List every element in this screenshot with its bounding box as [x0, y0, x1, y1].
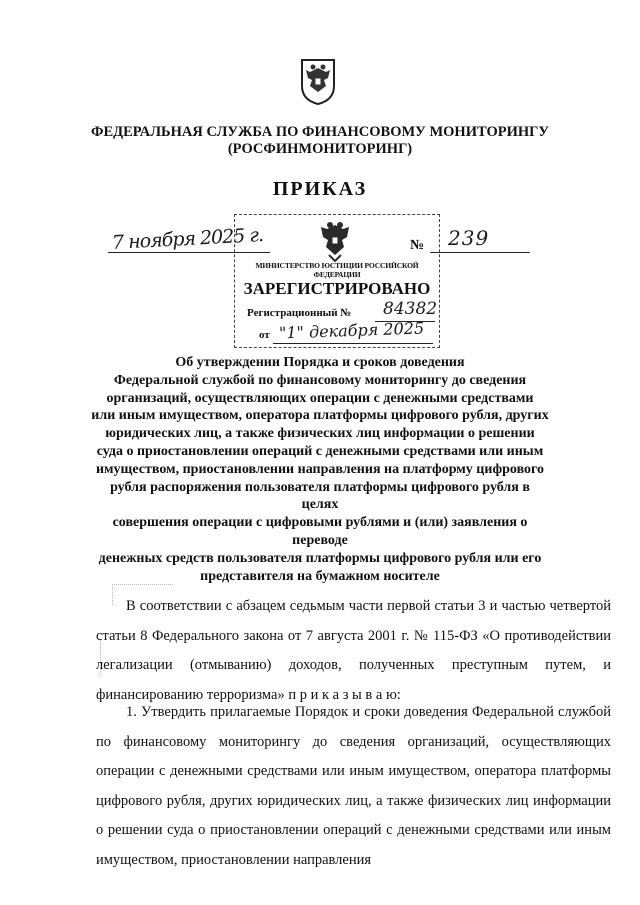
stamp-date-label: от: [259, 329, 270, 341]
title-line: суда о приостановлении операций с денежными средствами или иным: [96, 443, 544, 459]
coat-of-arms-icon: [296, 56, 340, 106]
title-line: представителя на бумажном носителе: [200, 568, 440, 584]
stamp-coat-of-arms-icon: [315, 219, 355, 263]
stamp-reg-number: 84382: [383, 299, 438, 319]
preamble-paragraph: В соответствии с абзацем седьмым части первой статьи 3 и частью четвертой статьи 8 Федерального закона от 7 августа 2001 г. № 115-ФЗ «О противодействии легализации (отмыванию) доходов, полученных преступным путем, и финансированию терроризма» п р и к а з ы в а ю:: [96, 598, 611, 703]
order-number-label: №: [410, 238, 425, 253]
title-line: юридических лиц, а также физических лиц информации о решении: [105, 426, 535, 442]
agency-abbreviation: (РОСФИНМОНИТОРИНГ): [227, 141, 413, 157]
title-line: Федеральной службой по финансовому мониторингу до сведения: [113, 372, 527, 388]
stamp-status: ЗАРЕГИСТРИРОВАНО: [243, 279, 431, 298]
stamp-date-underline: [273, 343, 433, 344]
order-title: [90, 354, 550, 585]
stamp-date-handwritten: "1" декабря 2025: [278, 318, 425, 343]
title-line: имуществом, приостановлении направления на платформу цифрового: [95, 461, 545, 477]
title-line: рубля распоряжения пользователя платформы цифрового рубля в целях: [110, 479, 530, 513]
title-line: совершения операции с цифровыми рублями и (или) заявления о переводе: [112, 515, 528, 548]
agency-name: ФЕДЕРАЛЬНАЯ СЛУЖБА ПО ФИНАНСОВОМУ МОНИТОРИНГУ: [90, 124, 550, 140]
stamp-ministry: МИНИСТЕРСТВО ЮСТИЦИИ РОССИЙСКОЙ ФЕДЕРАЦИИ: [255, 261, 419, 279]
title-line: Об утверждении Порядка и сроков доведения: [175, 355, 465, 370]
number-underline: [430, 252, 530, 253]
clause-1-paragraph: 1. Утвердить прилагаемые Порядок и сроки доведения Федеральной службой по финансовому мониторингу до сведения организаций, осуществляющих операции с денежными средствами или иным имуществом, оператора платформы цифрового рубля, других юридических лиц, а также физических лиц информации о решении суда о приостановлении операций с денежными средствами или иным имуществом, приостановлении направления: [96, 704, 611, 868]
order-number-handwritten: 239: [448, 226, 490, 250]
title-line: или иным имуществом, оператора платформы цифрового рубля, других: [91, 408, 549, 424]
stamp-reg-label: Регистрационный №: [247, 307, 352, 319]
order-date-handwritten: 7 ноября 2025 г.: [111, 224, 264, 254]
title-line: денежных средств пользователя платформы цифрового рубля или его: [98, 550, 542, 566]
title-line: организаций, осуществляющих операции с денежными средствами: [106, 390, 534, 406]
registration-stamp: [234, 214, 440, 348]
document-type: ПРИКАЗ: [272, 178, 368, 200]
